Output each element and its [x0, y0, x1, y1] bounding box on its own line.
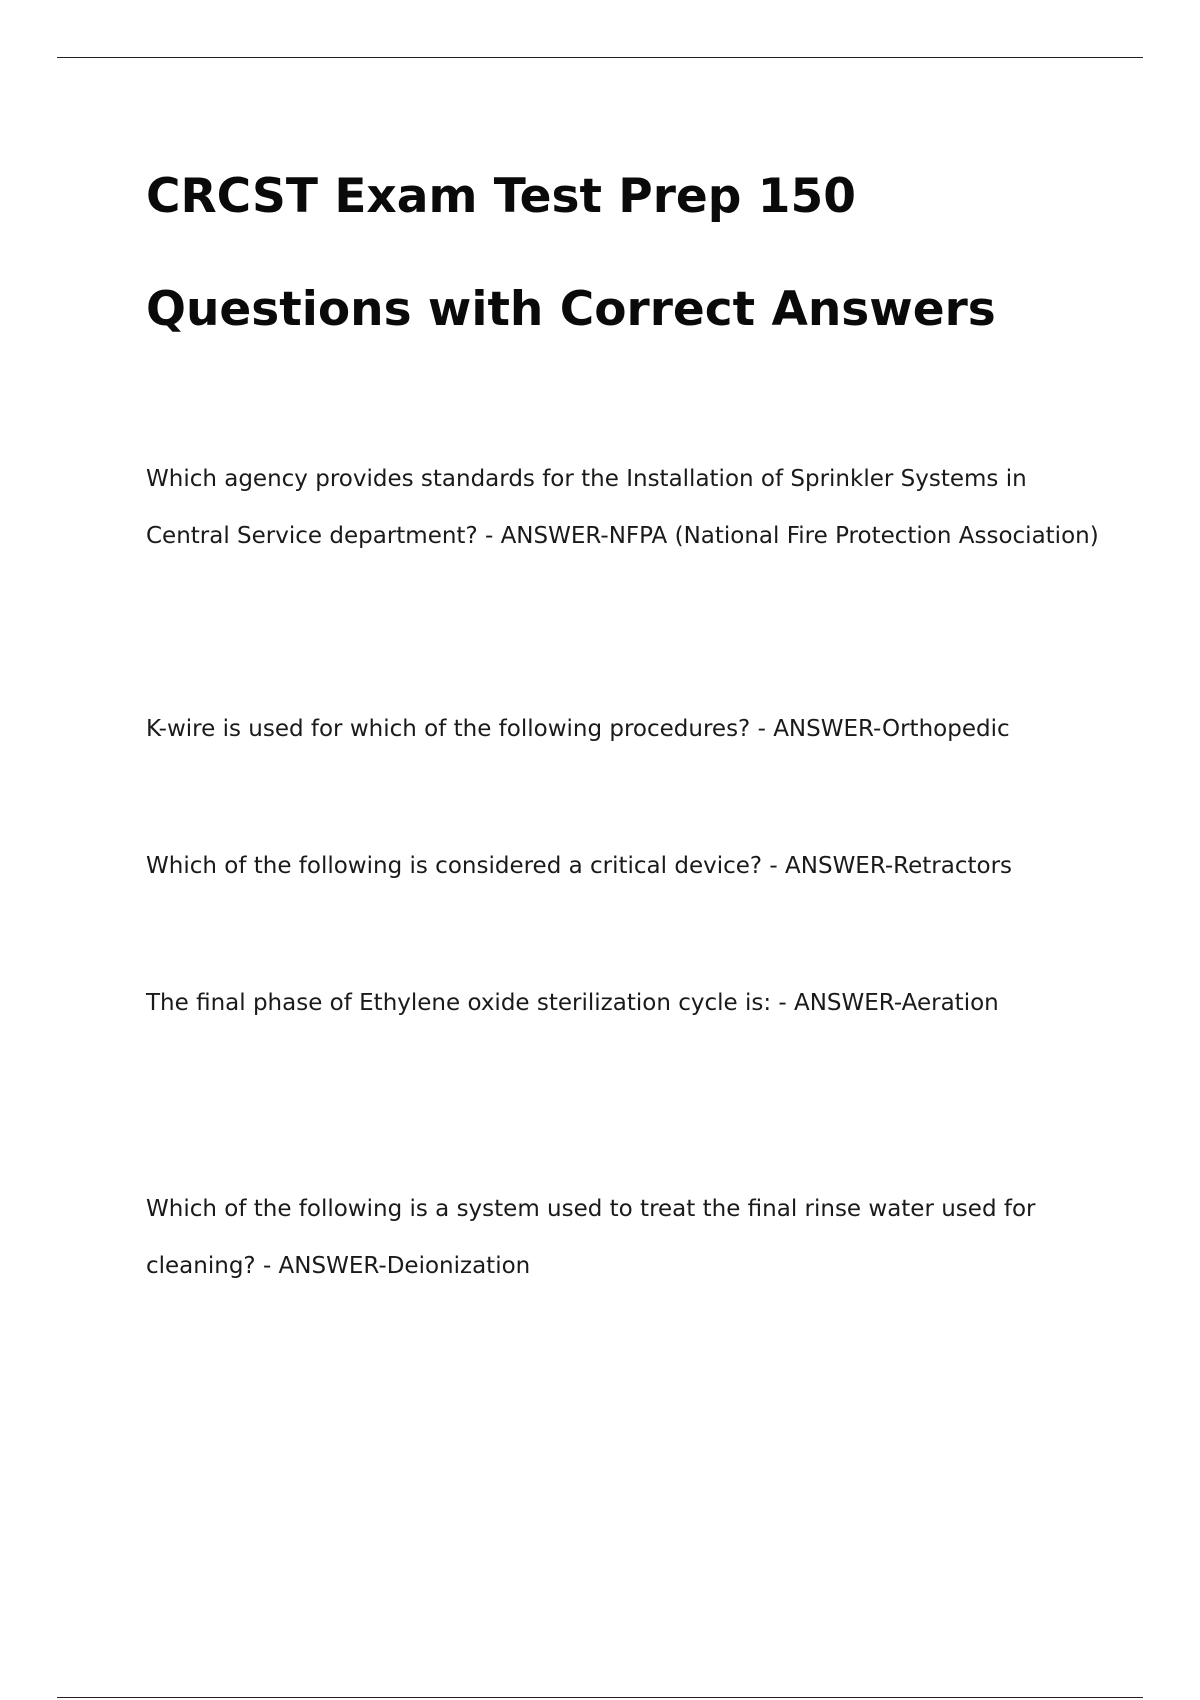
document-title: CRCST Exam Test Prep 150 Questions with Correct Answers	[146, 169, 996, 337]
qa-item: Which of the following is a system used to treat the final rinse water used for cleaning? - ANSWER-Deionization	[146, 1196, 1036, 1279]
qa-item: The final phase of Ethylene oxide sterilization cycle is: - ANSWER-Aeration	[146, 990, 999, 1016]
qa-item: Which of the following is considered a critical device? - ANSWER-Retractors	[146, 853, 1013, 879]
header-rule	[57, 57, 1143, 58]
qa-item: K-wire is used for which of the following procedures? - ANSWER-Orthopedic	[146, 716, 1010, 742]
footer-rule	[57, 1697, 1143, 1698]
qa-item: Which agency provides standards for the Installation of Sprinkler Systems in Central Service department? - ANSWER-NFPA (National Fire Protection Association)	[146, 466, 1099, 549]
